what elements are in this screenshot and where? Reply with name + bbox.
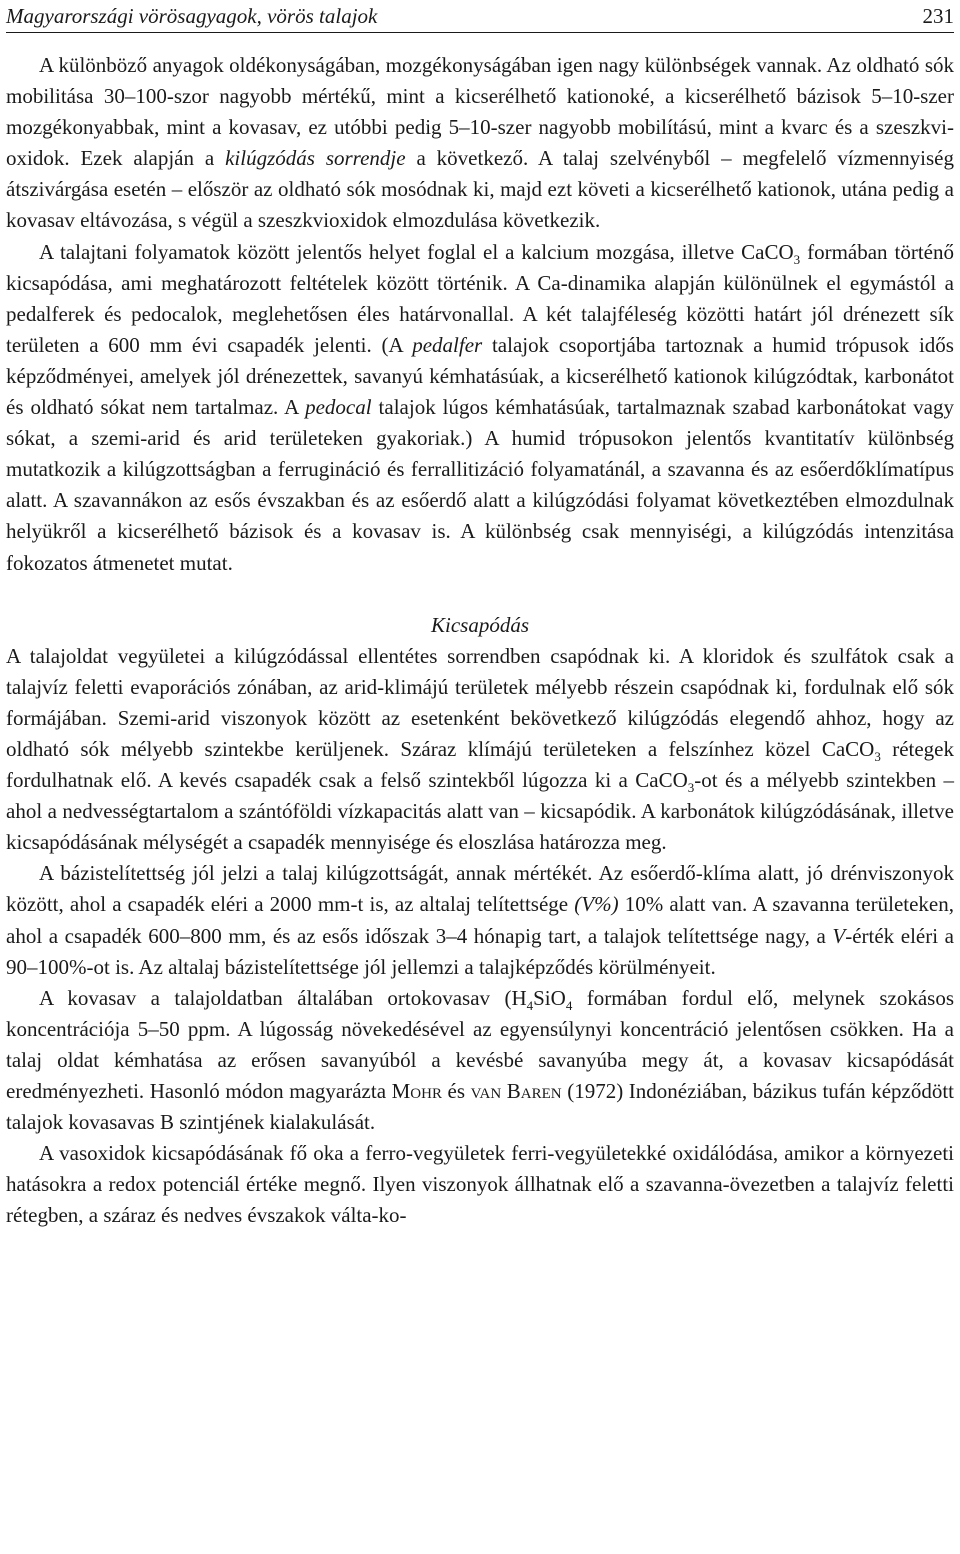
emphasis-term: pedocal [305, 395, 372, 420]
paragraph-iron-oxides [6, 1138, 954, 1231]
paragraph-leaching-order [6, 50, 954, 237]
paragraph-calcium-dynamics [6, 237, 954, 579]
text-run: formában történő kicsapódása, ami meghatározott feltételek között történik. A Ca-dinamika alapján különülnek el egymástól a pedalferek és pedocalok, meglehetősen éles határvonallal. A két talajféleség közötti határt jól drénezett sík területen a 600 mm évi csapadék jelenti. (A [6, 239, 954, 357]
text-run: formában fordul elő, melynek szokásos koncentrációja 5–50 ppm. A lúgosság növekedésével az egyensúlynyi koncentráció jelentősen csökken. Ha a talaj oldat kémhatása az erősen savanyúból a kevésbé savanyúba megy át, a kovasav kicsapódását eredményezheti. Hasonló módon magyarázta [6, 985, 954, 1103]
subscript: 4 [526, 997, 534, 1013]
text-run: A kovasav a talajoldatban általában ortokovasav (H [39, 985, 527, 1010]
text-run: -ot és a mélyebb szintekben – ahol a nedvességtartalom a szántóföldi vízkapacitás alatt van – kicsapódik. A karbonátok kilúgzódásának, illetve kicsapódásának mélységét a csapadék mennyisége és eloszlása határozza meg. [6, 768, 954, 855]
text-run: SiO [533, 985, 566, 1010]
paragraph-base-saturation [6, 858, 954, 982]
emphasis-term: kilúgzódás sorrendje [225, 146, 406, 171]
page-number: 231 [922, 4, 954, 28]
text-run: -érték eléri a 90–100%-ot is. Az altalaj bázistelítettsége jól jellemzi a talajképződés körülményeit. [6, 923, 954, 979]
text-run: rétegek fordulhatnak elő. A kevés csapadék csak a felső szintekből lúgozza ki a CaCO [6, 736, 954, 793]
paragraph-silicic-acid [6, 983, 954, 1138]
text-run: A vasoxidok kicsapódásának fő oka a ferro-vegyületek ferri-vegyületekké oxidálódása, amikor a környezeti hatásokra a redox potenciál értéke megnő. Ilyen viszonyok állhatnak elő a szavanna-övezetben a talajvíz feletti rétegben, a száraz és nedves évszakok válta-ko- [6, 1141, 954, 1228]
text-run: a következő. A talaj szelvényből – megfelelő vízmennyiség átszivárgása esetén – először az oldható sók mosódnak ki, majd ezt követi a kicserélhető kationok, utána pedig a kovasav eltávozása, s végül a szeszkvioxidok elmozdulása következik. [6, 146, 954, 233]
emphasis-term: V [832, 923, 846, 948]
text-run: A talajtani folyamatok között jelentős helyet foglal el a kalcium mozgása, illetve CaCO [39, 239, 794, 264]
paragraph-precipitation [6, 641, 954, 859]
text-run: A bázistelítettség jól jelzi a talaj kilúgzottságát, annak mértékét. Az esőerdő-klíma alatt, jó drénviszonyok között, ahol a csapadék eléri a 2000 mm-t is, az altalaj telítettsége [6, 861, 954, 917]
text-run: A különböző anyagok oldékonyságában, mozgékonyságában igen nagy különbségek vannak. Az oldható sók mobilitása 30–100-szor nagyobb mértékű, mint a kicserélhető kationoké, a kicserélhető bázisok 5–10-szer mozgékonyabbak, mint a kovasav, ez utóbbi pedig 5–10-szer nagyobb mobilítású, mint a kvarc és a szeszkvi-oxidok. Ezek alapján a [6, 53, 954, 171]
running-header [6, 2, 954, 33]
running-title: Magyarországi vörösagyagok, vörös talajok [6, 4, 378, 28]
subscript: 4 [565, 997, 573, 1013]
text-run: talajok csoportjába tartoznak a humid trópusok idős képződményei, amelyek jól drénezettek, savanyú kémhatásúak, a kicserélhető kationok kilúgzódtak, karbonátot és oldható sókat nem tartalmaz. A [6, 332, 954, 420]
subscript: 3 [874, 748, 881, 764]
author-name: Mohr [391, 1079, 442, 1103]
subscript: 3 [687, 780, 695, 796]
text-run: 10% alatt van. A szavanna területeken, ahol a csapadék 600–800 mm, és az esős időszak 3–4 hónapig tart, a talajok telítettsége nagy, a [6, 892, 954, 948]
text-run: és [441, 1079, 471, 1103]
emphasis-term: (V%) [574, 892, 619, 917]
text-run: (1972) Indonéziában, bázikus tufán képződött talajok kovasavas B szintjének kialakulását. [6, 1079, 955, 1135]
text-run: talajok lúgos kémhatásúak, tartalmaznak szabad karbonátokat vagy sókat, a szemi-arid és arid területeken gyakoriak.) A humid trópusokon jelentős kvantitatív különbség mutatkozik a kilúgzottságban a ferrugináció és ferrallitizáció folyamatánál, a szavanna és az esőerdőklímatípus alatt. A szavannákon az esős évszakban és az esőerdő alatt a kilúgzódási folyamat következtében elmozdulnak helyükről a kicserélhető bázisok és a kovasav is. A különbség csak mennyiségi, a kilúgzódás intenzitása fokozatos átmenetet mutat. [6, 395, 954, 575]
subscript: 3 [793, 251, 801, 267]
text-body [6, 50, 954, 1231]
author-name: van Baren [470, 1079, 562, 1103]
text-run: A talajoldat vegyületei a kilúgzódással ellentétes sorrendben csapódnak ki. A kloridok és szulfátok csak a talajvíz feletti evaporációs zónában, az arid-klimájú területek mélyebb részein csapódnak ki, fordulnak elő sók formájában. Szemi-arid viszonyok között az esetenként bekövetkező kilúgzódás elegendő ahhoz, hogy az oldható sók mélyebb szintekbe kerüljenek. Száraz klímájú területeken a felszínhez közel CaCO [6, 643, 954, 761]
emphasis-term: pedalfer [412, 332, 483, 357]
section-heading: Kicsapódás [430, 612, 529, 637]
